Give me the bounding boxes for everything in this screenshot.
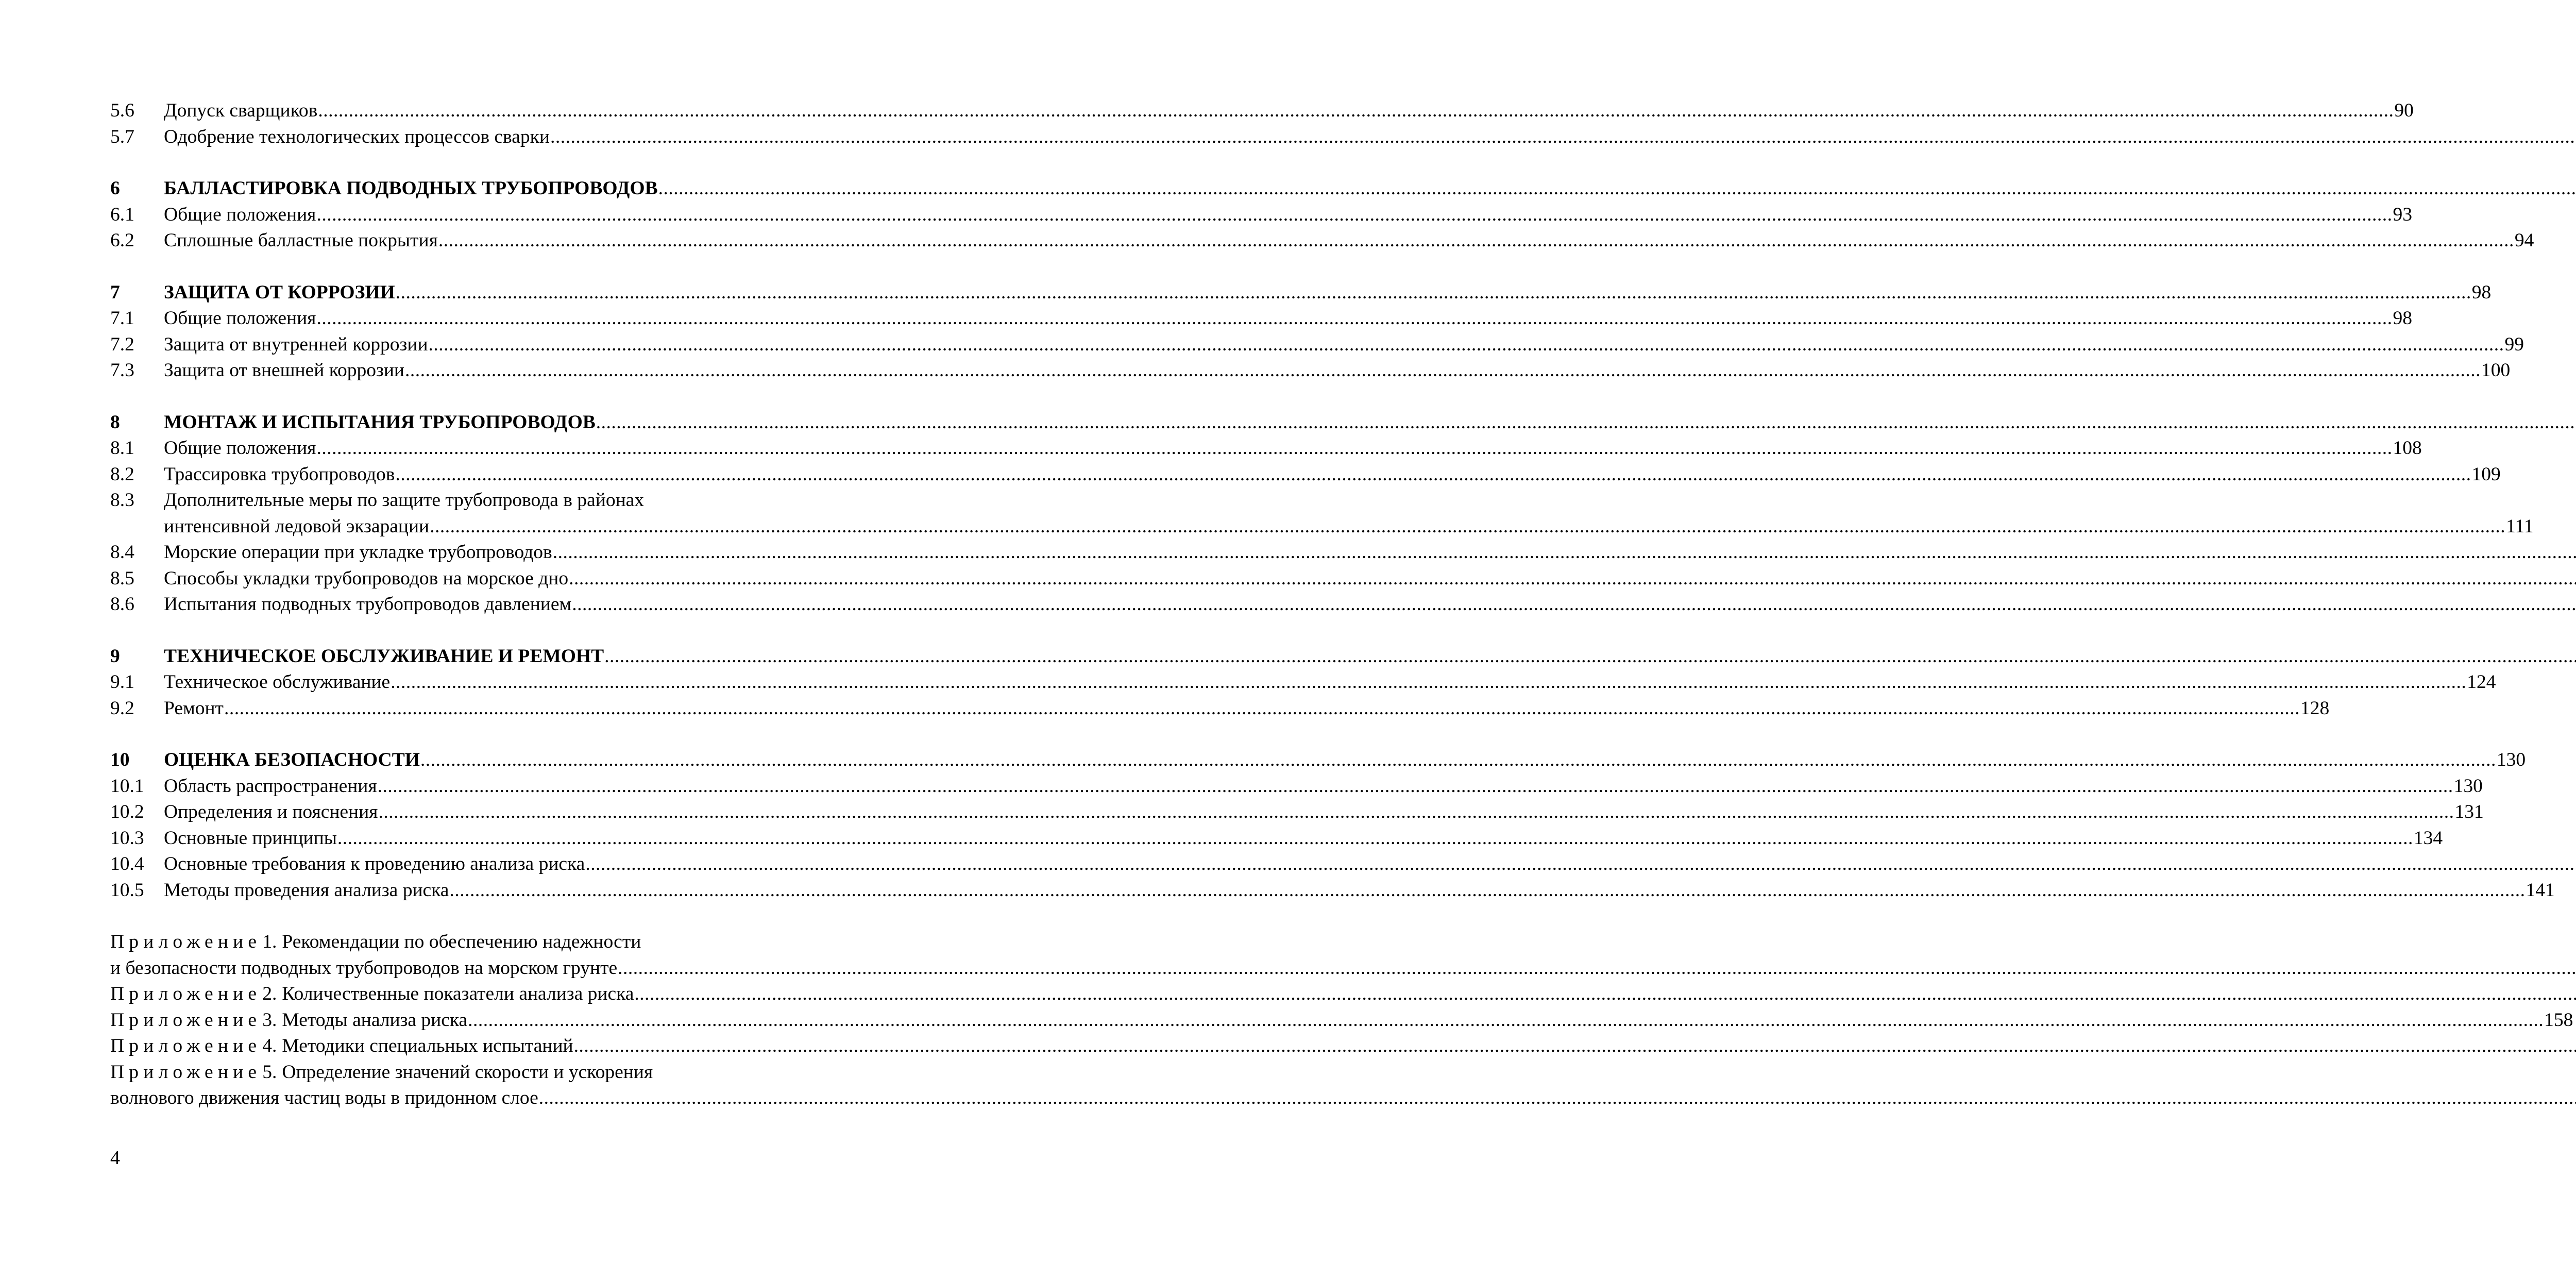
toc-entry-number: 8.3 [110,490,134,511]
page-number: 4 [110,1147,120,1169]
toc-entry-title: Испытания подводных трубопроводов давлением [164,594,572,615]
toc-entry-title: МОНТАЖ И ИСПЫТАНИЯ ТРУБОПРОВОДОВ [164,411,596,433]
toc-entry-title: БАЛЛАСТИРОВКА ПОДВОДНЫХ ТРУБОПРОВОДОВ [164,178,658,199]
toc-section-row [110,592,803,618]
leader-dots [337,826,2413,852]
toc-entry-title: Морские операции при укладке трубопроводов [164,542,552,563]
leader-dots [438,228,2514,254]
toc-entry-title: Защита от внутренней коррозии [164,333,428,355]
toc-section-row [110,773,2483,800]
toc-appendix-row [110,1060,803,1086]
toc-entry-title: Область распространения [164,775,377,797]
appendix-label: Приложение [110,931,262,952]
leader-dots [618,955,2576,982]
toc-page-number: 93 [2393,204,2412,225]
toc-entry-number: 8.6 [110,594,134,615]
appendix-number: 3. [262,1009,277,1031]
toc-entry-title: интенсивной ледовой экзарации [164,515,430,537]
toc-entry-number: 10.5 [110,879,144,901]
toc-section-row [110,228,2534,254]
toc-spacer [110,150,803,176]
appendix-label: Приложение [110,1061,262,1083]
leader-dots [378,773,2453,800]
appendix-number: 2. [262,983,277,1004]
toc-entry-title: Методики специальных испытаний [282,1035,573,1056]
toc-section-row [110,851,803,878]
toc-entry-number: 8.4 [110,542,134,563]
leader-dots [316,435,2392,462]
leader-dots [316,202,2392,228]
toc-page-number: 100 [2481,360,2511,381]
toc-page-number: 124 [2467,671,2496,693]
toc-chapter-row [110,280,2492,306]
toc-section-row [110,124,803,150]
toc-entry-title: Основные требования к проведению анализа риска [164,853,585,875]
toc-entry-number: 7.2 [110,333,134,355]
toc-entry-title: ЗАЩИТА ОТ КОРРОЗИИ [164,281,395,303]
toc-section-row [110,487,803,514]
toc-section-row [110,878,2555,904]
leader-dots [318,98,2394,124]
toc-section-row [110,435,2422,462]
toc-entry-number: 8.1 [110,438,134,459]
toc-entry-number: 10.3 [110,827,144,849]
toc-entry-title: и безопасности подводных трубопроводов на морском грунте [110,957,618,979]
leader-dots [585,851,2576,878]
toc-entry-number: 8 [110,411,120,433]
toc-appendix-row [110,1007,2573,1034]
toc-page-number: 141 [2526,879,2555,901]
leader-dots [420,747,2496,773]
toc-entry-title-line1: Рекомендации по обеспечению надежности [282,931,641,952]
toc-entry-number: 9 [110,645,120,667]
toc-page-number: 108 [2393,438,2422,459]
appendix-label: Приложение [110,1035,262,1056]
leader-dots [634,981,2576,1007]
leader-dots [224,696,2300,722]
toc-page-number: 94 [2514,230,2534,251]
toc-entry-title: Общие положения [164,308,316,329]
toc-page-number: 130 [2496,749,2526,770]
toc-chapter-row [110,747,2526,773]
toc-entry-continuation [110,514,2534,540]
toc-entry-title: Общие положения [164,438,316,459]
leader-dots [429,332,2504,358]
toc-entry-title: Ремонт [164,697,224,719]
toc-entry-title: Допуск сварщиков [164,100,318,121]
toc-section-row [110,696,2330,722]
toc-entry-number: 5.6 [110,100,134,121]
leader-dots [574,1033,2576,1060]
toc-page-number: 131 [2454,801,2484,822]
toc-page-number: 109 [2471,463,2501,485]
toc-entry-title: Методы проведения анализа риска [164,879,449,901]
toc-section-row [110,358,2511,384]
toc-entry-title: Основные принципы [164,827,337,849]
toc-entry-number: 10 [110,749,130,770]
toc-entry-title: Защита от внешней коррозии [164,360,404,381]
table-of-contents [110,98,2573,1112]
toc-entry-title: ОЦЕНКА БЕЗОПАСНОСТИ [164,749,420,770]
toc-entry-title: волнового движения частиц воды в придонном слое [110,1087,538,1108]
toc-entry-title-line1: Дополнительные меры по защите трубопровода в районах [164,490,645,511]
toc-entry-number: 10.4 [110,853,144,875]
toc-spacer [110,721,803,747]
leader-dots [396,462,2471,488]
toc-appendix-row [110,1033,803,1060]
toc-entry-title: Количественные показатели анализа риска [282,983,634,1004]
toc-chapter-row [110,176,803,202]
toc-section-row [110,566,803,592]
toc-entry-number: 6 [110,178,120,199]
toc-page-number: 134 [2413,827,2443,849]
toc-page-number: 99 [2504,333,2524,355]
toc-entry-number: 7.1 [110,308,134,329]
toc-page-number: 90 [2394,100,2414,121]
toc-chapter-row [110,410,803,436]
leader-dots [596,410,2576,436]
leader-dots [658,176,2576,202]
leader-dots [553,540,2576,566]
leader-dots [430,514,2505,540]
leader-dots [405,358,2481,384]
toc-entry-number: 6.1 [110,204,134,225]
toc-page-number: 98 [2393,308,2412,329]
toc-entry-title-line1: Определение значений скорости и ускорения [282,1061,653,1083]
toc-page-number: 98 [2471,281,2492,303]
toc-section-row [110,202,2412,228]
toc-entry-title: Общие положения [164,204,316,225]
toc-spacer [110,618,803,644]
appendix-number: 4. [262,1035,277,1056]
toc-section-row [110,540,803,566]
leader-dots [391,669,2466,696]
appendix-number: 1. [262,931,277,952]
toc-chapter-row [110,644,803,670]
leader-dots [550,124,2576,150]
toc-spacer [110,903,803,929]
leader-dots [572,592,2576,618]
toc-entry-number: 8.2 [110,463,134,485]
toc-entry-title: Способы укладки трубопроводов на морское дно [164,567,569,589]
toc-entry-number: 9.2 [110,697,134,719]
leader-dots [539,1085,2576,1112]
toc-section-row [110,799,2484,826]
toc-entry-number: 5.7 [110,126,134,147]
leader-dots [316,306,2392,332]
toc-section-row [110,98,2414,124]
toc-entry-title: Техническое обслуживание [164,671,391,693]
toc-entry-number: 8.5 [110,567,134,589]
toc-entry-number: 6.2 [110,230,134,251]
toc-appendix-row [110,981,803,1007]
toc-entry-number: 7.3 [110,360,134,381]
toc-section-row [110,669,2496,696]
toc-page-number: 111 [2506,515,2534,537]
leader-dots [449,878,2525,904]
toc-entry-title: Трассировка трубопроводов [164,463,395,485]
appendix-number: 5. [262,1061,277,1083]
toc-section-row [110,462,2501,488]
appendix-label: Приложение [110,983,262,1004]
leader-dots [396,280,2471,306]
toc-entry-number: 7 [110,281,120,303]
toc-entry-title: Сплошные балластные покрытия [164,230,438,251]
toc-entry-number: 10.2 [110,801,144,822]
leader-dots [604,644,2576,670]
toc-entry-title: Одобрение технологических процессов сварки [164,126,550,147]
toc-section-row [110,826,2443,852]
toc-spacer [110,384,803,410]
toc-entry-continuation [110,1085,803,1112]
leader-dots [378,799,2454,826]
toc-entry-title: Методы анализа риска [282,1009,468,1031]
toc-section-row [110,306,2412,332]
toc-entry-number: 10.1 [110,775,144,797]
toc-section-row [110,332,2524,358]
leader-dots [569,566,2576,592]
toc-page-number: 128 [2300,697,2330,719]
toc-page-number: 130 [2453,775,2483,797]
toc-spacer [110,254,803,280]
toc-entry-continuation [110,955,803,982]
toc-entry-title: Определения и пояснения [164,801,378,822]
leader-dots [468,1007,2544,1034]
toc-entry-number: 9.1 [110,671,134,693]
toc-entry-title: ТЕХНИЧЕСКОЕ ОБСЛУЖИВАНИЕ И РЕМОНТ [164,645,604,667]
appendix-label: Приложение [110,1009,262,1031]
toc-appendix-row [110,929,803,955]
toc-page-number: 158 [2544,1009,2573,1031]
